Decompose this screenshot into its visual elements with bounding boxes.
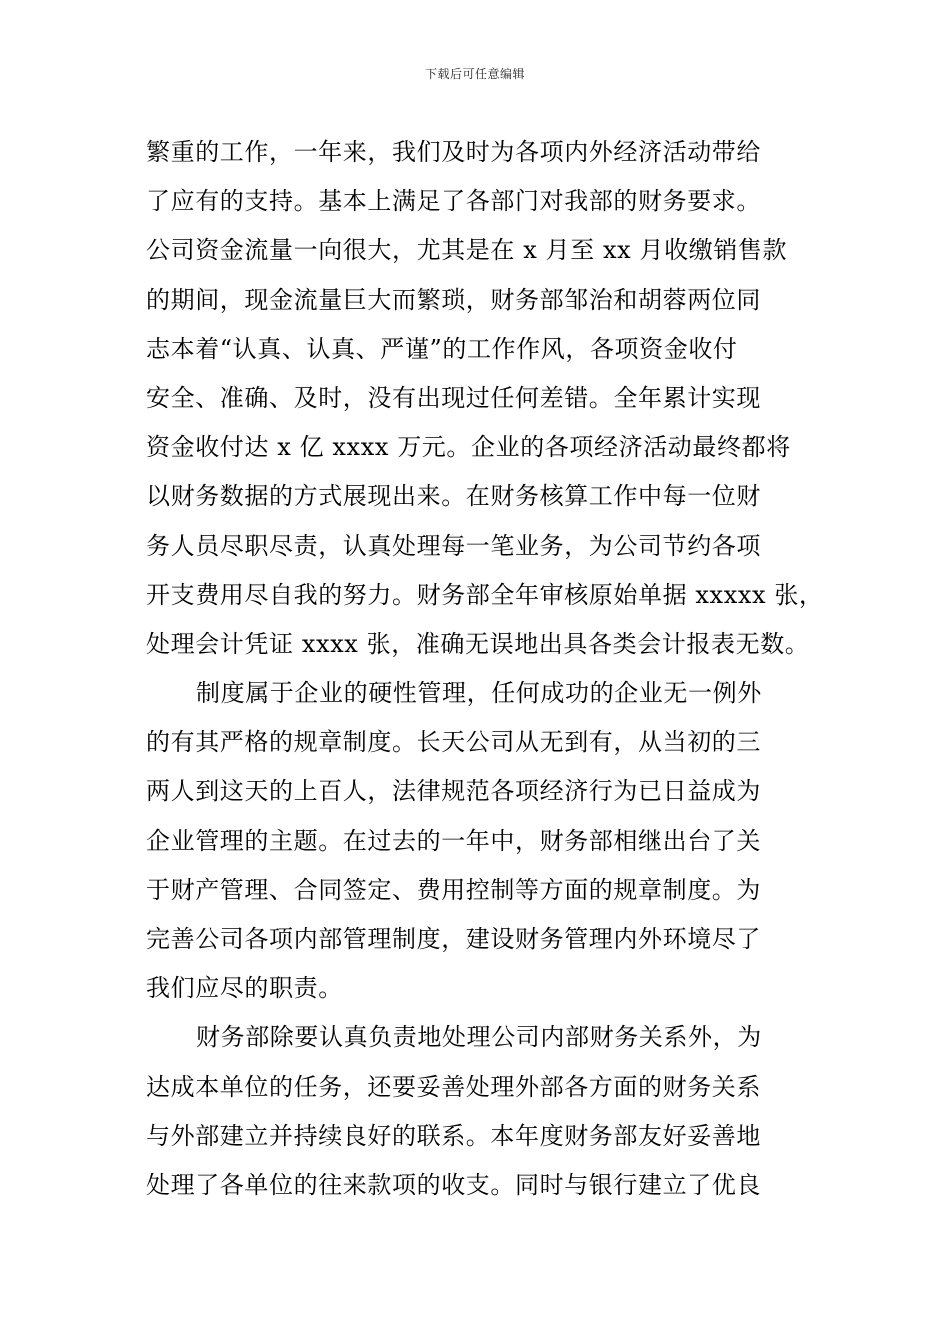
text-line: 于财产管理、合同签定、费用控制等方面的规章制度。为 [146,875,761,904]
text-line: 以财务数据的方式展现出来。在财务核算工作中每一位财 [146,482,761,511]
text-line: 完善公司各项内部管理制度，建设财务管理内外环境尽了 [146,925,761,953]
text-line: 的期间，现金流量巨大而繁琐，财务部邹治和胡蓉两位同 [146,285,761,314]
text-line: 处理了各单位的往来款项的收支。同时与银行建立了优良 [146,1170,761,1199]
text-line: 志本着“认真、认真、严谨”的工作作风，各项资金收付 [146,334,738,363]
page-header: 下载后可任意编辑 [424,67,525,81]
text-line: 了应有的支持。基本上满足了各部门对我部的财务要求。 [146,187,761,216]
text-line: 达成本单位的任务，还要妥善处理外部各方面的财务关系 [146,1072,761,1101]
text-line: 开支费用尽自我的努力。财务部全年审核原始单据 xxxxx 张， [146,580,824,609]
text-line: 资金收付达 x 亿 xxxx 万元。企业的各项经济活动最终都将 [146,433,791,462]
text-line: 与外部建立并持续良好的联系。本年度财务部友好妥善地 [146,1121,761,1150]
paragraph-first-line: 财务部除要认真负责地处理公司内部财务关系外，为 [196,1023,762,1052]
text-line: 两人到这天的上百人，法律规范各项经济行为已日益成为 [146,777,761,806]
text-line: 的有其严格的规章制度。长天公司从无到有，从当初的三 [146,728,761,757]
text-line: 企业管理的主题。在过去的一年中，财务部相继出台了关 [146,826,761,855]
text-line: 公司资金流量一向很大，尤其是在 x 月至 xx 月收缴销售款 [146,236,788,265]
text-line: 处理会计凭证 xxxx 张，准确无误地出具各类会计报表无数。 [146,629,810,658]
text-line: 务人员尽职尽责，认真处理每一笔业务，为公司节约各项 [146,531,761,560]
text-line: 繁重的工作，一年来，我们及时为各项内外经济活动带给 [146,138,761,166]
document-body [146,128,826,1210]
text-line: 我们应尽的职责。 [146,974,343,1003]
text-line: 安全、准确、及时，没有出现过任何差错。全年累计实现 [146,383,761,412]
paragraph-first-line: 制度属于企业的硬性管理，任何成功的企业无一例外 [196,679,762,708]
